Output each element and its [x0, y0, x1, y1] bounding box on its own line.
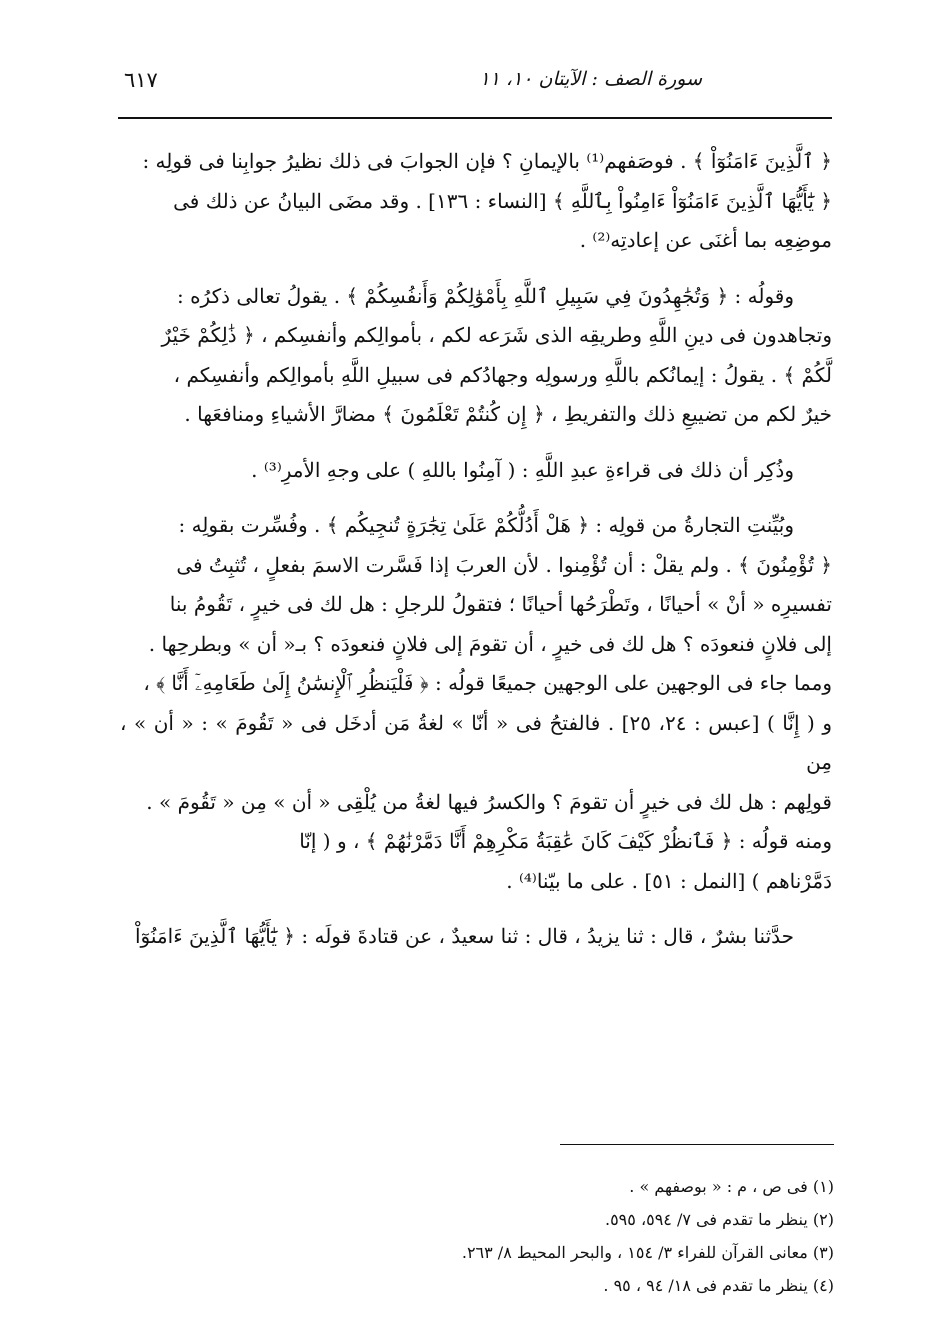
paragraph [120, 451, 832, 491]
main-text [120, 142, 832, 957]
paragraph [120, 277, 832, 435]
paragraph [120, 142, 832, 261]
text-line: ومنه قولُه : ﴿ فَٱنظُرْ كَيْفَ كَانَ عَٰقِبَةُ مَكْرِهِمْ أَنَّا دَمَّرْنَٰهُمْ ﴾ ، و ( إنّا [299, 829, 832, 853]
text-line: ومما جاء فى الوجهين على الوجهين جميعًا قولُه : ﴿ فَلْيَنظُرِ ٱلْإِنسَٰنُ إِلَىٰ طَعَامِهِۦٓ أَنَّا ﴾ ، [143, 671, 832, 695]
text-line: وبُيِّنتِ التجارةُ من قولِه : ﴿ هَلْ أَدُلُّكُمْ عَلَىٰ تِجَٰرَةٍ تُنجِيكُم ﴾ . وفُسِّرت بقولِه : [178, 513, 794, 537]
footnotes [300, 1170, 834, 1302]
text-line: و ( إِنَّا ) [عبس : ٢٤، ٢٥] . فالفتحُ فى « أنّا » لغةُ مَن أدخَل فى « تَقُومَ » : « أن » ، مِن [120, 710, 832, 774]
text-line: لَّكُمْ ﴾ . يقولُ : إيمانُكم باللَّهِ ورسولِه وجهادُكم فى سبيلِ اللَّهِ بأموالِكم وأنفسِكم ، [173, 362, 832, 387]
text-line: وقولُه : ﴿ وَتُجَٰهِدُونَ فِي سَبِيلِ ٱللَّهِ بِأَمْوَٰلِكُمْ وَأَنفُسِكُمْ ﴾ . يقولُ تعالى ذكرُه : [176, 283, 794, 308]
text-line: تفسيرِه « أنْ » أحيانًا ، وتَطْرَحُها أحيانًا ؛ فتقولُ للرجلِ : هل لك فى خيرٍ ، تَقُومُ بنا [169, 592, 832, 616]
footnote: (٢) ينظر ما تقدم فى ٧/ ٥٩٤، ٥٩٥. [604, 1210, 834, 1229]
text-line: موضِعِه بما أغنَى عن إعادتِه⁽²⁾ . [579, 228, 832, 252]
text-line: قولِهم : هل لك فى خيرٍ أن تقومَ ؟ والكسرُ فيها لغةُ من يُلْقِى « أن » مِن « تَقُومَ » . [146, 789, 832, 814]
text-line: إلى فلانٍ فنعودَه ؟ هل لك فى خيرٍ ، أن تقومَ إلى فلانٍ فنعودَه ؟ بـ« أن » وبطرحِها . [148, 631, 832, 656]
text-line: خيرٌ لكم من تضييعِ ذلك والتفريطِ ، ﴿ إِن كُنتُمْ تَعْلَمُونَ ﴾ مضارَّ الأشياءِ ومنافعَها . [184, 402, 832, 426]
text-line: وتجاهدون فى دينِ اللَّهِ وطريقِه الذى شَرَعه لكم ، بأموالِكم وأنفسِكم ، ﴿ ذَٰلِكُمْ خَيْرٌ [161, 323, 832, 347]
text-line: حدَّثنا بشرٌ ، قال : ثنا يزيدُ ، قال : ثنا سعيدٌ ، عن قتادةَ قولَه : ﴿ يَٰٓأَيُّهَا ٱلَّذِينَ ءَامَنُوٓاْ [135, 924, 794, 948]
text-line: ﴿ يَٰٓأَيُّهَا ٱلَّذِينَ ءَامَنُوٓاْ ءَامِنُواْ بِٱللَّهِ ﴾ [النساء : ١٣٦] . وقد مضَى البيانُ عن ذلك فى [173, 188, 832, 213]
page-number: ٦١٧ [124, 68, 158, 92]
paragraph [120, 506, 832, 901]
text-line: دَمَّرْناهم ) [النمل : ٥١] . على ما بيّنا⁽⁴⁾ . [506, 868, 832, 893]
running-header [118, 62, 832, 102]
footnote: (٣) معانى القرآن للفراء ٣/ ١٥٤ ، والبحر المحيط ٨/ ٢٦٣. [461, 1243, 834, 1262]
footnote: (١) فى ص ، م : « بوصفهم » . [629, 1177, 834, 1196]
text-line: ﴿ ٱلَّذِينَ ءَامَنُوٓاْ ﴾ . فوصَفهم⁽¹⁾ بالإيمانِ ؟ فإن الجوابَ فى ذلك نظيرُ جوابِنا فى قولِه : [142, 149, 832, 173]
text-line: وذُكِر أن ذلك فى قراءةِ عبدِ اللَّهِ : ( آمِنُوا باللهِ ) على وجهِ الأمرِ⁽³⁾ . [251, 457, 794, 482]
text-line: ﴿ تُؤْمِنُونَ ﴾ . ولم يقلْ : أن تُؤْمِنوا . لأن العربَ إذا فَسَّرت الاسمَ بفعلٍ ، تُثبِتُ فى [176, 552, 832, 577]
paragraph [120, 917, 832, 957]
running-header-title: سورة الصف : الآيتان ١٠، ١١ [479, 68, 702, 90]
header-rule [118, 117, 832, 119]
footnote-rule [560, 1144, 834, 1145]
footnote: (٤) ينظر ما تقدم فى ١٨/ ٩٤ ، ٩٥ . [603, 1276, 834, 1295]
